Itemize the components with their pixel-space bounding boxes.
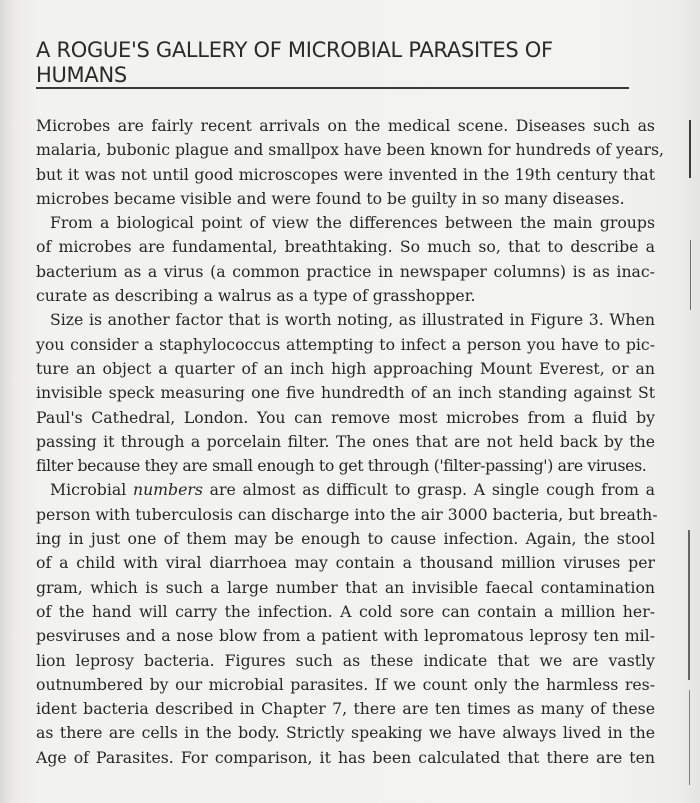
text-line: you consider a staphylococcus attempting to infect a person you have to pic- xyxy=(36,334,655,354)
text-line: Paul's Cathedral, London. You can remove most microbes from a fluid by xyxy=(36,407,655,427)
paragraph-4 xyxy=(36,478,658,770)
text-line: curate as describing a walrus as a type of grasshopper. xyxy=(36,286,476,306)
text-line: outnumbered by our microbial parasites. If we count only the harmless res- xyxy=(36,674,655,694)
margin-mark xyxy=(690,240,691,310)
heading-rule xyxy=(36,87,629,89)
text-line: ing in just one of them may be enough to cause infection. Again, the stool xyxy=(36,529,655,549)
text-line: Size is another factor that is worth noting, as illustrated in Figure 3. When xyxy=(50,310,655,330)
text-run: are almost as difficult to grasp. A single cough from a xyxy=(202,480,655,500)
text-line: bacterium as a virus (a common practice in newspaper columns) is as inac- xyxy=(36,261,655,281)
text-line xyxy=(36,478,655,502)
text-line: invisible speck measuring one five hundredth of an inch standing against St xyxy=(36,383,655,403)
text-line: Microbes are fairly recent arrivals on the medical scene. Diseases such as xyxy=(36,116,655,135)
text-line: as there are cells in the body. Strictly speaking we have always lived in the xyxy=(36,723,655,743)
paragraph-1 xyxy=(36,114,664,211)
text-line: malaria, bubonic plague and smallpox have been known for hundreds of years, xyxy=(36,140,664,160)
text-line: passing it through a porcelain filter. The ones that are not held back by the xyxy=(36,431,655,451)
text-line: microbes became visible and were found to be guilty in so many diseases. xyxy=(36,188,625,208)
text-line: person with tuberculosis can discharge into the air 3000 bacteria, but breath- xyxy=(36,504,658,524)
heading-line: A ROGUE'S GALLERY OF MICROBIAL PARASITES OF xyxy=(36,38,553,62)
text-line: of the hand will carry the infection. A cold sore can contain a million her- xyxy=(36,601,655,621)
paragraph-2 xyxy=(36,211,655,308)
text-line: filter because they are small enough to get through ('filter-passing') are viruses. xyxy=(36,456,647,476)
text-line: From a biological point of view the differences between the main groups xyxy=(50,213,655,233)
heading-line: HUMANS xyxy=(36,63,127,87)
margin-mark xyxy=(688,530,690,680)
text-line: but it was not until good microscopes were invented in the 19th century that xyxy=(36,164,655,184)
text-line: ident bacteria described in Chapter 7, there are ten times as many of these xyxy=(36,699,655,719)
text-line: pesviruses and a nose blow from a patient with lepromatous leprosy ten mil- xyxy=(36,626,655,646)
text-line: lion leprosy bacteria. Figures such as these indicate that we are vastly xyxy=(36,650,655,670)
text-run: Microbial xyxy=(50,480,133,500)
emphasis-numbers: numbers xyxy=(132,480,203,500)
body-text xyxy=(36,114,664,770)
margin-mark xyxy=(689,690,690,785)
text-line: gram, which is such a large number that an invisible faecal contamination xyxy=(36,577,655,597)
text-line: of microbes are fundamental, breathtaking. So much so, that to describe a xyxy=(36,237,655,257)
paragraph-3 xyxy=(36,308,655,478)
text-line: ture an object a quarter of an inch high approaching Mount Everest, or an xyxy=(36,358,655,378)
text-line: Age of Parasites. For comparison, it has been calculated that there are ten xyxy=(36,747,655,767)
margin-mark xyxy=(689,120,691,178)
section-heading xyxy=(36,38,636,88)
text-line: of a child with viral diarrhoea may contain a thousand million viruses per xyxy=(36,553,655,573)
